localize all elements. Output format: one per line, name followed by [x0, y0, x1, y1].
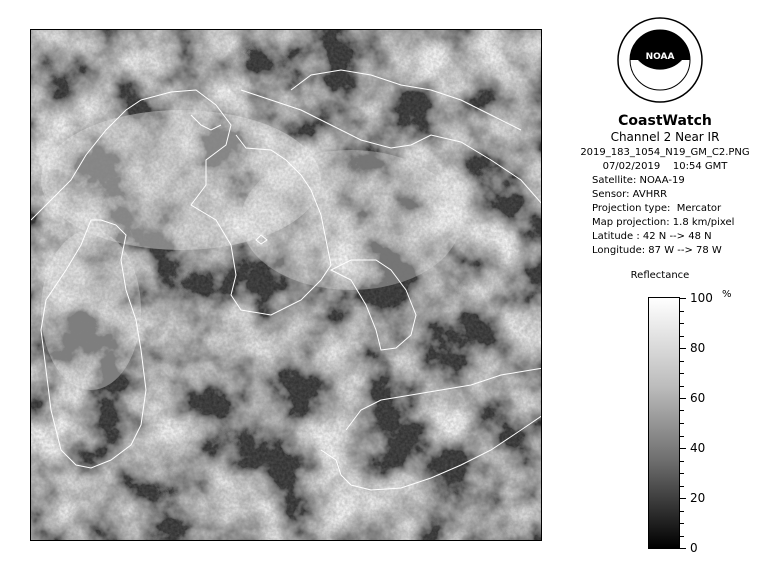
image-grain: [31, 30, 542, 541]
reflectance-colorbar: [648, 297, 680, 549]
scale-tick: [680, 361, 684, 362]
scale-tick: [680, 423, 684, 424]
scale-unit: %: [722, 289, 732, 300]
scale-tick: [680, 536, 684, 537]
scale-tick: [680, 436, 684, 437]
scale-tick: [680, 373, 684, 374]
scale-tick-label: 40: [690, 441, 706, 455]
scale-tick: [680, 311, 684, 312]
scale-tick: [680, 511, 684, 512]
scale-tick: [680, 448, 686, 449]
scale-tick: [680, 548, 686, 549]
scale-tick: [680, 473, 684, 474]
info-panel: [560, 112, 770, 258]
datetime-label: 07/02/2019 10:54 GMT: [602, 161, 728, 172]
scale-title: Reflectance: [630, 270, 690, 281]
noaa-logo: [616, 16, 704, 104]
brand-title: CoastWatch: [618, 113, 712, 129]
latitude-label: Latitude : 42 N --> 48 N: [592, 231, 712, 242]
noaa-logo-svg: [616, 16, 704, 104]
logo-text: NOAA: [645, 52, 675, 62]
satellite-image: [30, 29, 542, 541]
scale-tick-label: 80: [690, 341, 706, 355]
scale-tick: [680, 386, 684, 387]
satellite-image-svg: [31, 30, 542, 541]
scale-tick-label: 100: [690, 291, 713, 305]
scale-tick: [680, 323, 684, 324]
scale-tick: [680, 348, 686, 349]
scale-tick: [680, 336, 684, 337]
scale-ticks: [680, 291, 750, 555]
scale-tick: [680, 498, 686, 499]
scale-tick: [680, 486, 684, 487]
scale-tick-label: 60: [690, 391, 706, 405]
scale-tick: [680, 398, 686, 399]
scale-tick-label: 20: [690, 491, 706, 505]
filename-label: 2019_183_1054_N19_GM_C2.PNG: [580, 147, 750, 158]
projection-type-label: Projection type: Mercator: [592, 203, 722, 214]
scale-tick-label: 0: [690, 541, 698, 555]
sensor-label: Sensor: AVHRR: [592, 189, 668, 200]
scale-tick: [680, 298, 686, 299]
map-projection-label: Map projection: 1.8 km/pixel: [592, 217, 735, 228]
scale-tick: [680, 523, 684, 524]
satellite-label: Satellite: NOAA-19: [592, 175, 685, 186]
channel-label: Channel 2 Near IR: [610, 130, 720, 144]
longitude-label: Longitude: 87 W --> 78 W: [592, 245, 722, 256]
scale-tick: [680, 461, 684, 462]
scale-tick: [680, 410, 684, 411]
